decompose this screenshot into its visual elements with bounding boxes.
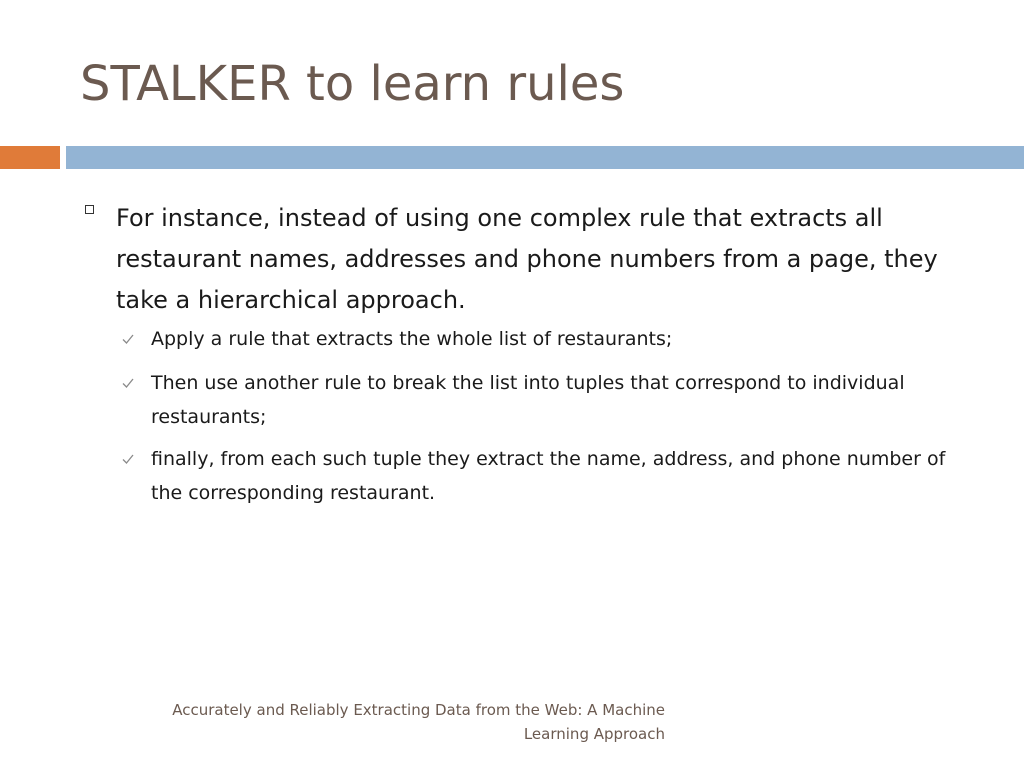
checkmark-icon <box>121 332 135 346</box>
checkmark-icon <box>121 376 135 390</box>
checkmark-icon <box>121 452 135 466</box>
title-underline-band <box>66 146 1024 169</box>
slide-footer: Accurately and Reliably Extracting Data from the Web: A Machine Learning Approach <box>172 701 665 743</box>
sub-bullet-text: finally, from each such tuple they extract the name, address, and phone number of the corresponding restaurant. <box>151 448 946 504</box>
slide-title: STALKER to learn rules <box>80 56 625 112</box>
sub-bullet-text: Then use another rule to break the list into tuples that correspond to individual restaurants; <box>151 372 905 428</box>
sub-bullet-text: Apply a rule that extracts the whole list of restaurants; <box>151 328 673 350</box>
square-bullet-icon <box>85 205 94 214</box>
bullet-text: For instance, instead of using one complex rule that extracts all restaurant names, addresses and phone numbers from a page, they take a hierarchical approach. <box>116 204 938 314</box>
accent-band <box>0 146 60 169</box>
